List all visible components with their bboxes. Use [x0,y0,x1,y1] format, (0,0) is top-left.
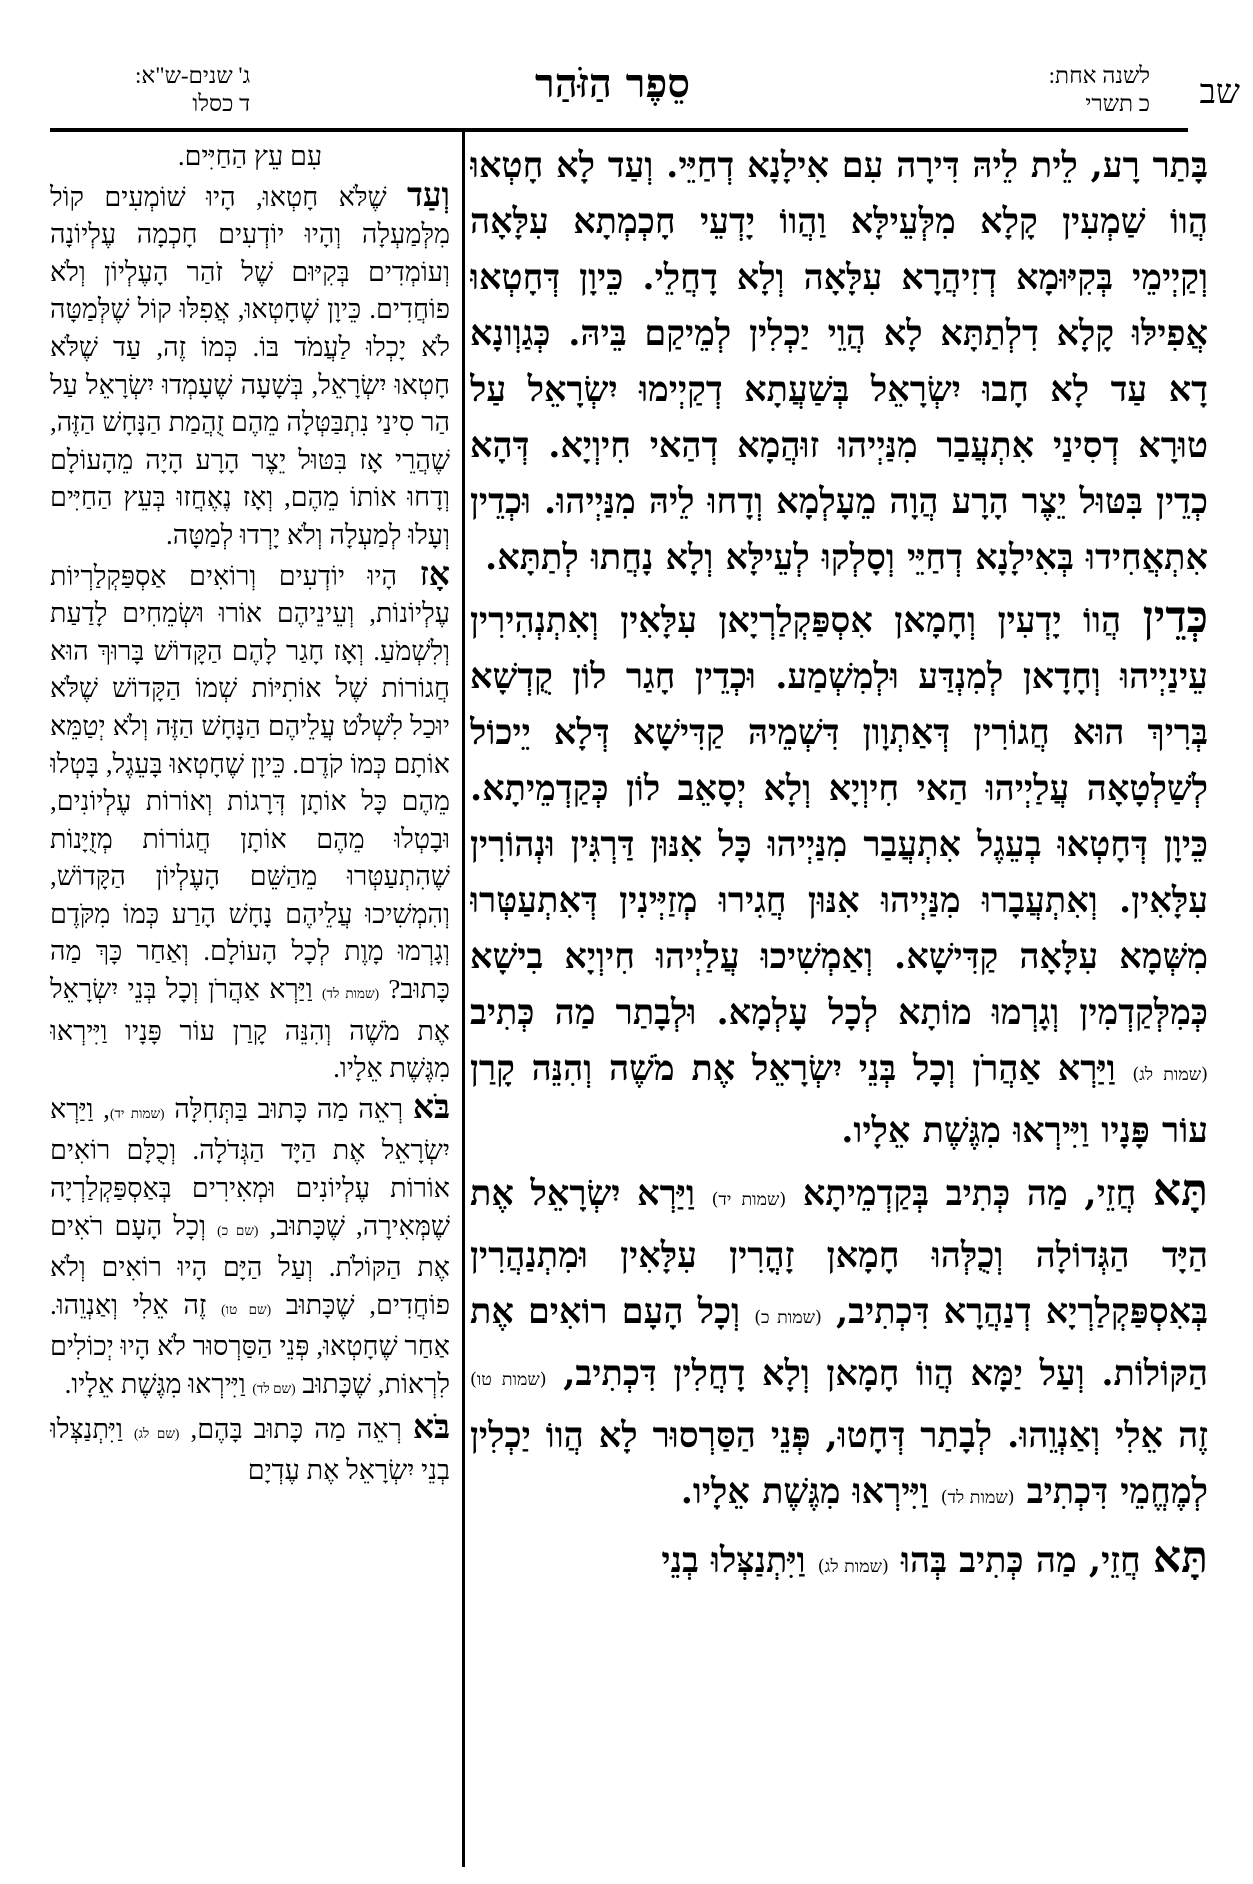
main-scripture-reference: (שמות לג) [1132,1065,1208,1085]
left-schedule-line2: ד כסלו [192,91,251,116]
main-paragraph [470,590,1208,1159]
column-divider [462,132,465,1867]
main-text: וְכָל הָעָם רוֹאִים אֶת הַקּוֹלוֹת. וְעַל יַמָּא הֲווֹ חָמָאן וְלָא דָחֲלִין דִּכְתִיב, [470,1291,1208,1394]
main-text: זֶה אֵלִי וְאַנְוֵהוּ. לְבָתַר דְּחָטוּ, פְּנֵי הַסַּרְסוּר לָא הֲווֹ יַכְלִין לְמֶחֱמֵי דִּכְתִיב [470,1415,1208,1512]
main-scripture-reference: (שמות לד) [940,1488,1015,1508]
main-scripture-reference: (שמות טו) [470,1370,547,1390]
main-paragraph [470,138,1208,586]
side-scripture-reference: (שמות יד) [109,1105,165,1121]
side-text: רְאֵה מַה כָּתוּב בָּהֶם, [179,1413,413,1444]
side-scripture-reference: (שם לד) [252,1381,296,1396]
side-text: וְכָל הָעָם רֹאִים אֶת הַקּוֹלֹת. וְעַל הַיָּם הָיוּ רוֹאִים וְלֹא פוֹחֲדִים, שֶׁכָּתוּב [50,1210,450,1320]
side-text: רְאֵה מַה כָּתוּב בַּתְּחִלָּה [164,1093,413,1124]
side-scripture-reference: (שם טו) [221,1301,272,1317]
side-paragraph [50,557,450,1088]
main-scripture-reference: (שמות לג) [817,1557,889,1577]
page-number: שב [1199,72,1240,112]
side-text: וַיִּתְנַצְּלוּ בְנֵי יִשְׂרָאֵל אֶת עֶדְיָם [50,1413,450,1486]
main-scripture-reference: (שמות כ) [754,1308,822,1328]
main-paragraph [470,1530,1208,1595]
main-text: וַיַּרְא אַהֲרֹן וְכָל בְּנֵי יִשְׂרָאֵל אֶת מֹשֶׁה וְהִנֵּה קָרַן עוֹר פָּנָיו וַיִּירְאוּ מִגֶּשֶׁת אֵלָיו. [470,1048,1208,1151]
side-paragraph-opening-word: אָז [419,556,450,593]
side-text: שֶׁלֹּא חָטְאוּ, הָיוּ שׁוֹמְעִים קוֹל מִלְּמַעְלָה וְהָיוּ יוֹדְעִים חָכְמָה עֶלְיוֹנָה וְעוֹמְדִים בְּקִיּוּם שֶׁל זֹהַר הָעֶלְיוֹן וְלֹא פוֹחֲדִים. כֵּיוָן שֶׁחָטְאוּ, אֲפִלּוּ קוֹל שֶׁלְּמַטָּה לֹא יָכְלוּ לַעֲמֹד בּוֹ. כְּמוֹ זֶה, עַד שֶׁלֹּא חָטְאוּ יִשְׂרָאֵל, בְּשָׁעָה שֶׁעָמְדוּ יִשְׂרָאֵל עַל הַר סִינַי נִתְבַּטְּלָה מֵהֶם זֻהֲמַת הַנָּחָשׁ הַזֶּה, שֶׁהֲרֵי אָז בִּטּוּל יֵצֶר הָרָע הָיָה מֵהָעוֹלָם וְדָחוּ אוֹתוֹ מֵהֶם, וְאָז נֶאֶחֲזוּ בְּעֵץ הַחַיִּים וְעָלוּ לְמַעְלָה וְלֹא יָרְדוּ לְמַטָּה. [50,181,450,550]
main-text: חֲזֵי, מַה כְּתִיב בְּהוּ [888,1540,1153,1581]
side-paragraph-opening-word: בֹּא [412,1089,450,1126]
main-paragraph [470,1163,1208,1526]
side-text: וַיִּירְאוּ מִגֶּשֶׁת אֵלָיו. [64,1369,253,1399]
right-schedule-line1: לשנה אחת: [1048,63,1150,88]
side-text: עִם עֵץ הַחַיִּים. [177,141,323,171]
side-scripture-reference: (שמות לד) [322,986,380,1002]
side-paragraph-opening-word: וְעַד [407,177,450,214]
right-schedule-line2: כ תשרי [1085,91,1150,116]
side-text: , וַיַּרְא יִשְׂרָאֵל אֶת הַיָּד הַגְּדֹלָה. וְכֻלָּם רוֹאִים אוֹרוֹת עֶלְיוֹנִים וּמְאִירִים בְּאַסְפַּקְלַרְיָה שֶׁמְּאִירָה, שֶׁכָּתוּב, [50,1093,450,1241]
left-schedule-line1: ג' שנים-ש"א: [135,63,251,88]
side-scripture-reference: (שם לג) [133,1425,180,1441]
header-rule [50,128,1188,132]
side-paragraph-opening-word: בֹּא [412,1409,450,1446]
main-text: וַיִּירְאוּ מִגֶּשֶׁת אֵלָיו. [680,1471,941,1512]
main-text: בָּתַר רָע, לֵית לֵיהּ דִּירָה עִם אִילָנָא דְחַיֵּי. וְעַד לָא חָטְאוּ הֲווֹ שַׁמְעִין קָלָא מִלְּעֵילָּא וַהֲווֹ יָדְעֵי חָכְמְתָא עִלָּאָה וְקַיְימֵי בְּקִיּוּמָא דְזִיהֲרָא עִלָּאָה וְלָא דָחֲלֵי. כֵּיוָן דְּחָטְאוּ אֲפִילּוּ קָלָא דִלְתַתָּא לָא הֲוֵי יַכְלִין לְמֵיקַם בֵּיהּ. כְּגַוְונָא דָא עַד לָא חָבוּ יִשְׂרָאֵל בְּשַׁעֲתָא דְקַיְימוּ יִשְׂרָאֵל עַל טוּרָא דְסִינַי אִתְעֲבַר מִנַּיְיהוּ זוּהֲמָא דְהַאי חִיוְיָא. דְּהָא כְדֵין בִּטּוּל יֵצֶר הָרָע הֲוָה מֵעָלְמָא וְדָחוּ לֵיהּ מִנַּיְיהוּ. וּכְדֵין אִתְאֲחִידוּ בְּאִילָנָא דְחַיֵּי וְסָלְקוּ לְעֵילָּא וְלָא נָחֲתוּ לְתַתָּא. [470,145,1208,578]
main-text: חֲזֵי, מַה כְּתִיב בְּקַדְמֵיתָא [786,1173,1153,1214]
left-study-schedule [135,62,250,118]
side-paragraph [50,1410,450,1490]
main-paragraph-opening-word: תָּא [1152,1165,1208,1216]
page-header [45,58,1240,124]
main-text: וַיַּרְא יִשְׂרָאֵל אֶת הַיָּד הַגְּדוֹלָה וְכֻלְּהוּ חָמָאן זָהֳרִין עִלָּאִין וּמִתְנַהֲרִין בְּאִסְפַּקְלַרְיָא דְנַהֲרָא דִּכְתִיב, [470,1173,1208,1332]
side-paragraph [50,1090,450,1408]
side-paragraph [50,138,450,176]
side-text: וַיַּרְא אַהֲרֹן וְכָל בְּנֵי יִשְׂרָאֵל אֶת מֹשֶׁה וְהִנֵּה קָרַן עוֹר פָּנָיו וַיִּירְאוּ מִגֶּשֶׁת אֵלָיו. [50,974,450,1084]
side-text: הָיוּ יוֹדְעִים וְרוֹאִים אַסְפַּקְלַרְיוֹת עֶלְיוֹנוֹת, וְעֵינֵיהֶם אוֹרוּ וּשְׂמֵחִים לָדַעַת וְלִשְׁמֹעַ. וְאָז חָגַר לָהֶם הַקָּדוֹשׁ בָּרוּךְ הוּא חֲגוֹרוֹת שֶׁל אוֹתִיּוֹת שְׁמוֹ הַקָּדוֹשׁ שֶׁלֹּא יוּכַל לִשְׁלֹט עֲלֵיהֶם הַנָּחָשׁ הַזֶּה וְלֹא יְטַמֵּא אוֹתָם כְּמוֹ קֹדֶם. כֵּיוָן שֶׁחָטְאוּ בָּעֵגֶל, בָּטְלוּ מֵהֶם כָּל אוֹתָן דְּרָגוֹת וְאוֹרוֹת עֶלְיוֹנִים, וּבָטְלוּ מֵהֶם אוֹתָן חֲגוֹרוֹת מְזֻיָּנוֹת שֶׁהִתְעַטְּרוּ מֵהַשֵּׁם הָעֶלְיוֹן הַקָּדוֹשׁ, וְהִמְשִׁיכוּ עֲלֵיהֶם נָחָשׁ הָרַע כְּמוֹ מִקֹּדֶם וְגָרְמוּ מָוֶת לְכָל הָעוֹלָם. וְאַחַר כָּךְ מַה כָּתוּב? [50,560,450,1005]
main-paragraph-opening-word: תָּא [1152,1532,1208,1583]
main-scripture-reference: (שמות יד) [711,1190,787,1210]
side-text: זֶה אֵלִי וְאַנְוֵהוּ. אַחַר שֶׁחָטְאוּ, פְּנֵי הַסַּרְסוּר לֹא הָיוּ יְכוֹלִים לִרְאוֹת, שֶׁכָּתוּב [50,1289,450,1399]
main-text: וַיִּתְנַצְּלוּ בְנֵי [661,1540,818,1581]
main-paragraph-opening-word: כְּדֵין [1142,592,1208,643]
main-text: הֲווֹ יָדְעִין וְחָמָאן אִסְפַּקְלַרְיָאן עִלָּאִין וְאִתְנְהִירִין עֵינַיְיהוּ וְחָדָאן לְמִנְדַּע וּלְמִשְׁמַע. וּכְדֵין חָגַר לוֹן קֻדְשָׁא בְּרִיךְ הוּא חֲגוֹרִין דְּאַתְוָון דִּשְׁמֵיהּ קַדִּישָׁא דְּלָא יֵיכוֹל לְשַׁלְטָאָה עֲלַיְיהוּ הַאי חִיוְיָא וְלָא יְסָאֵב לוֹן כְּקַדְמֵיתָא. כֵּיוָן דְּחָטְאוּ בְעֵגֶל אִתְעֲבַר מִנַּיְיהוּ כָּל אִנּוּן דַּרְגִּין וּנְהוֹרִין עִלָּאִין. וְאִתְעֲבָרוּ מִנַּיְיהוּ אִנּוּן חֲגִירוּ מְזַיְּינִין דְּאִתְעַטְּרוּ מִשְּׁמָא עִלָּאָה קַדִּישָׁא. וְאַמְשִׁיכוּ עֲלַיְיהוּ חִיוְיָא בִישָׁא כְּמִלְּקַדְמִין וְגָרְמוּ מוֹתָא לְכָל עָלְמָא. וּלְבָתַר מַה כְּתִיב [470,600,1208,1033]
side-paragraph [50,178,450,555]
side-scripture-reference: (שם כ) [217,1222,259,1238]
aramaic-text-column [470,138,1208,1858]
hebrew-translation-column [50,138,450,1858]
book-title: סֵפֶר הַזֹּהַר [535,60,690,107]
